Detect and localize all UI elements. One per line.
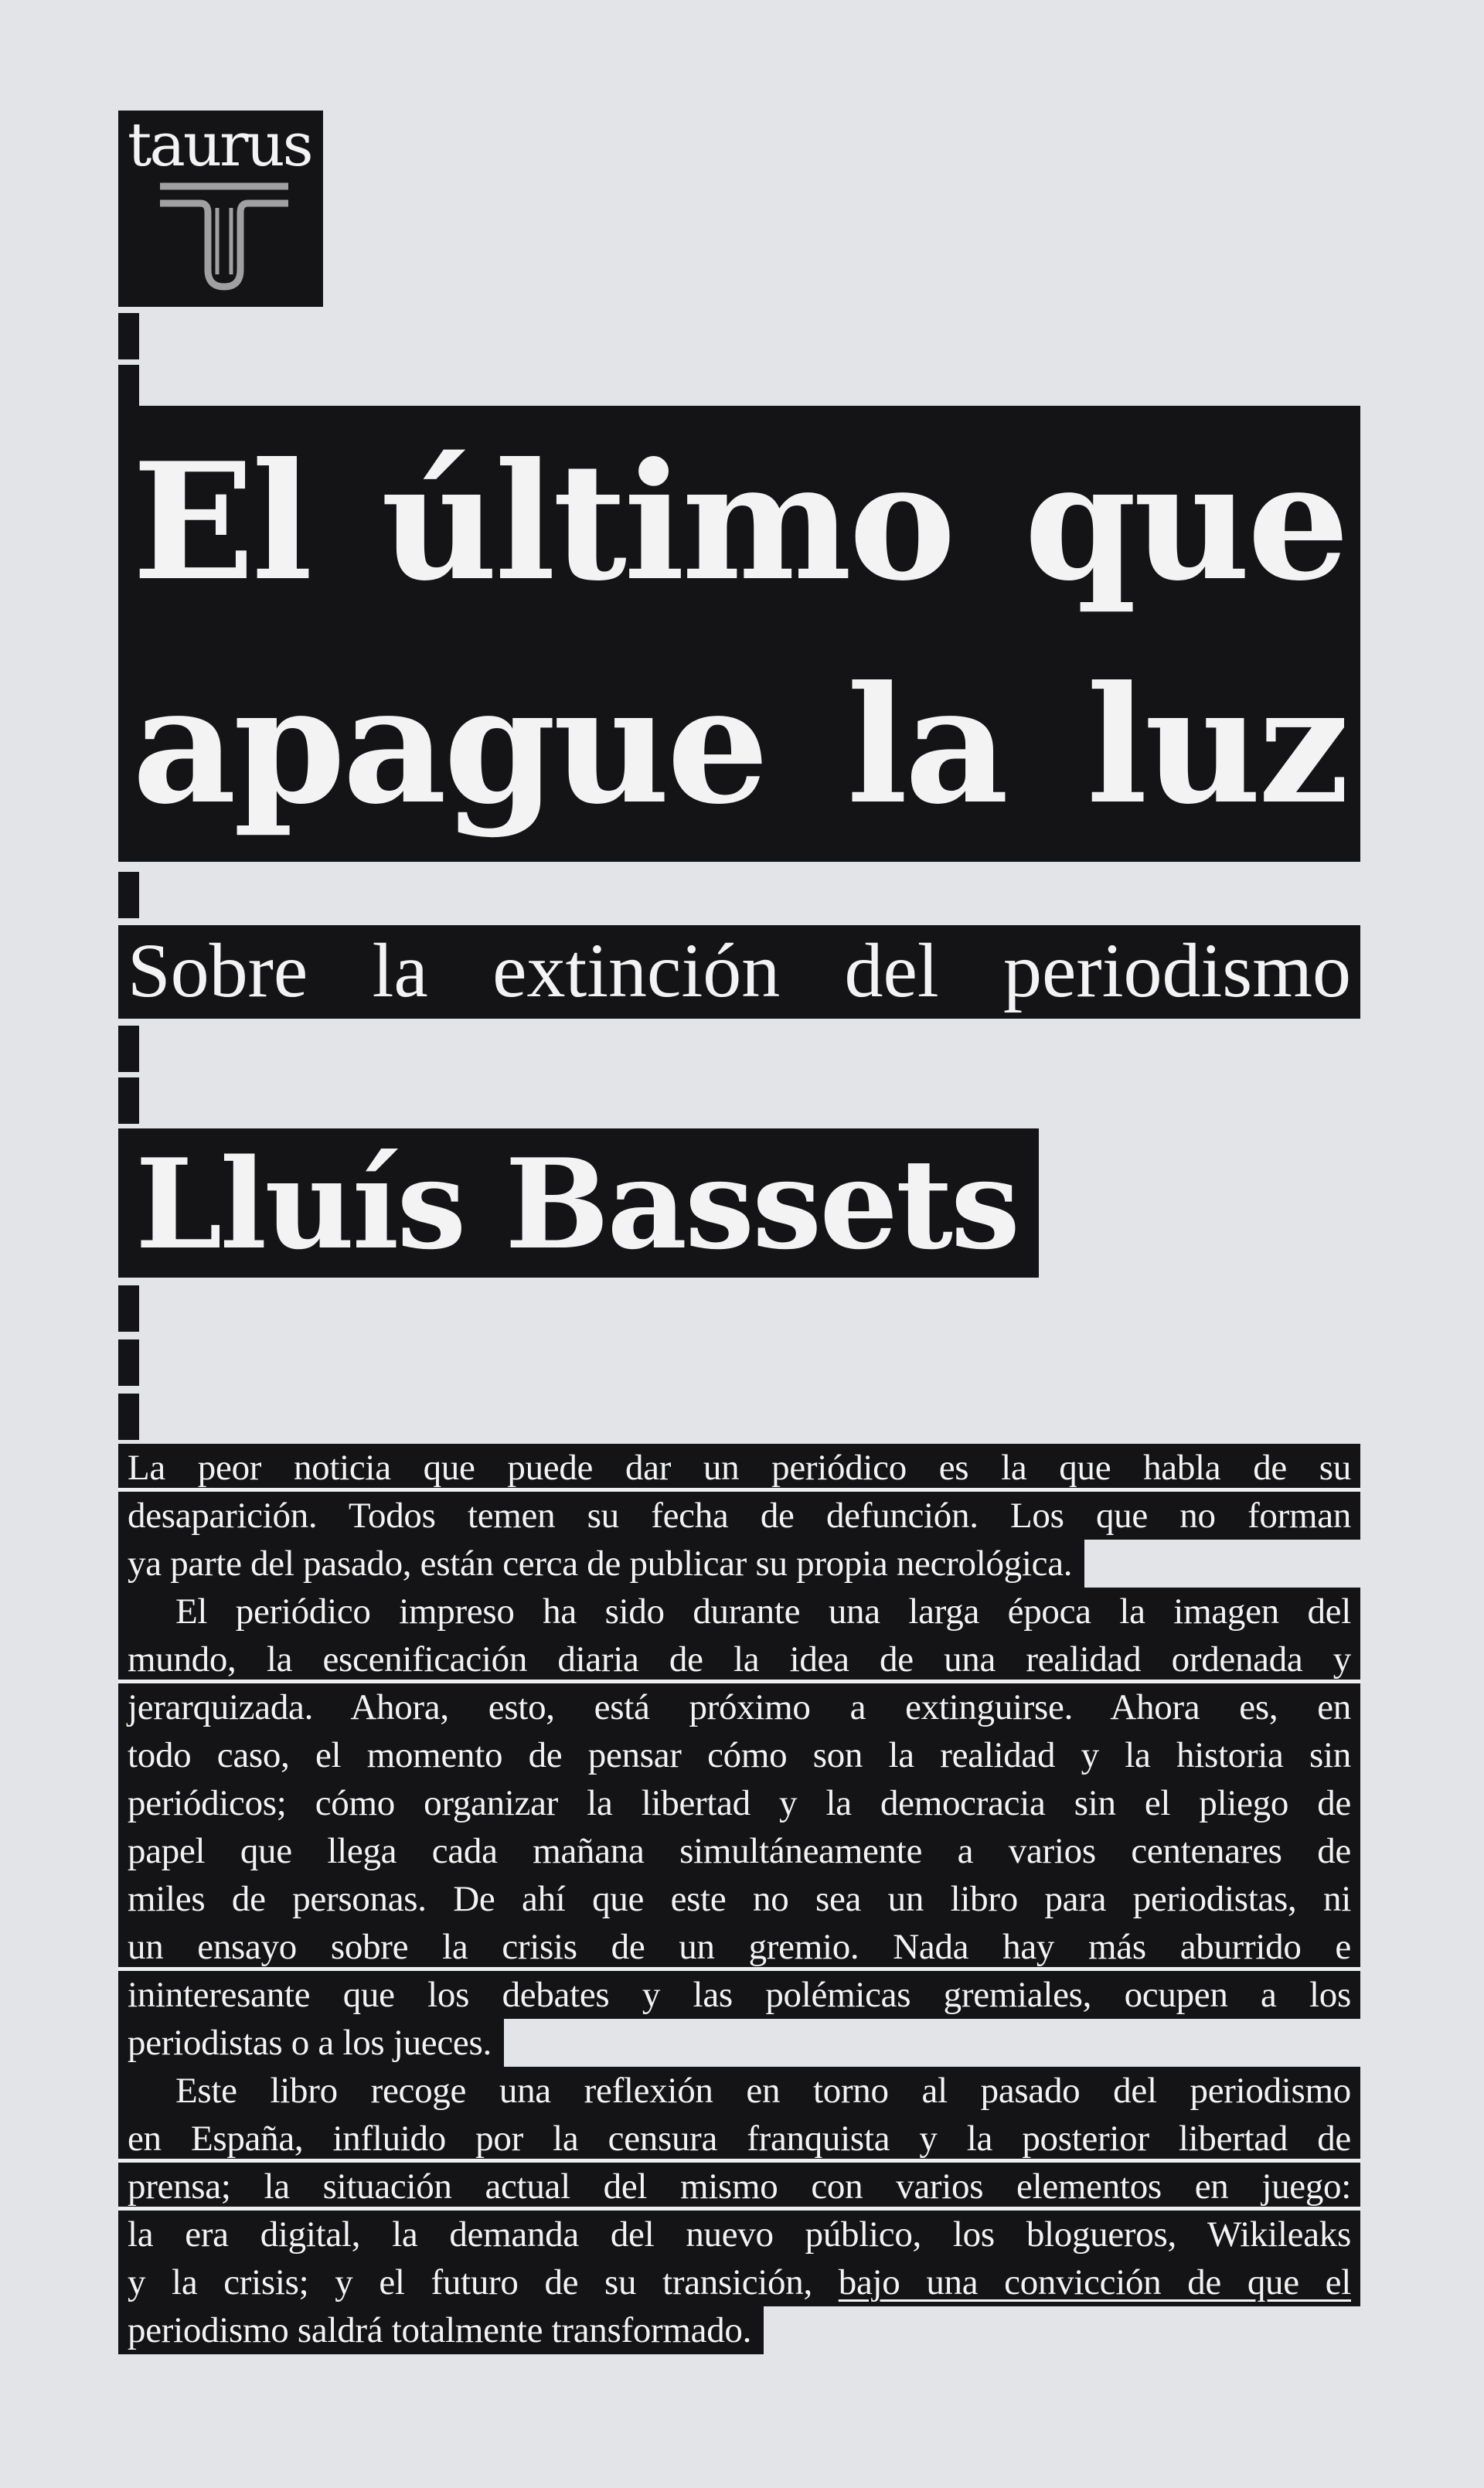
blurb-text-part: periodistas o a los jueces. xyxy=(128,2023,492,2063)
blurb-line xyxy=(118,1827,1360,1875)
blurb-text-part: en España, influido por la censura franquista y la posterior libertad de xyxy=(128,2119,1351,2159)
blurb-line xyxy=(118,1779,1360,1827)
dash-mark xyxy=(118,1394,139,1440)
subtitle: Sobre la extinción del periodismo xyxy=(128,927,1351,1013)
dash-mark xyxy=(118,313,139,359)
blurb-text-part: desaparición. Todos temen su fecha de defunción. Los que no forman xyxy=(128,1496,1351,1536)
blurb-text-part: jerarquizada. Ahora, esto, está próximo a extinguirse. Ahora es, en xyxy=(128,1687,1351,1727)
blurb-text-part: ya parte del pasado, están cerca de publicar su propia necrológica. xyxy=(128,1544,1073,1584)
title-band xyxy=(118,406,1360,862)
dash-mark xyxy=(118,1077,139,1124)
blurb-text-part: periódicos; cómo organizar la libertad y la democracia sin el pliego de xyxy=(128,1783,1351,1823)
dash-mark xyxy=(118,1339,139,1386)
blurb-text-part: ininteresante que los debates y las polémicas gremiales, ocupen a los xyxy=(128,1975,1351,2015)
title-line-2: apague la luz xyxy=(132,652,1346,840)
dash-mark xyxy=(118,872,139,918)
dash-mark xyxy=(118,1026,139,1072)
dash-mark xyxy=(118,1285,139,1332)
blurb-text-part: prensa; la situación actual del mismo con varios elementos en juego: xyxy=(128,2166,1351,2207)
blurb-line xyxy=(118,1875,1360,1923)
blurb-block xyxy=(118,1444,1360,2354)
blurb-text-part: Este libro recoge una reflexión en torno al pasado del periodismo xyxy=(175,2071,1351,2111)
blurb-line xyxy=(118,2067,1360,2115)
blurb-line xyxy=(118,1540,1084,1588)
blurb-text-part: periodismo saldrá totalmente transformado. xyxy=(128,2310,752,2350)
blurb-text-part: un ensayo sobre la crisis de un gremio. Nada hay más aburrido e xyxy=(128,1927,1351,1967)
blurb-line xyxy=(118,1923,1360,1971)
blurb-line xyxy=(118,1492,1360,1540)
blurb-text-part: mundo, la escenificación diaria de la idea de una realidad ordenada y xyxy=(128,1639,1351,1680)
blurb-text-part: la era digital, la demanda del nuevo público, los blogueros, Wikileaks xyxy=(128,2214,1351,2255)
publisher-name: taurus xyxy=(128,111,311,180)
blurb-line xyxy=(118,1731,1360,1779)
blurb-line xyxy=(118,2163,1360,2211)
blurb-line xyxy=(118,2306,764,2354)
blurb-text-part: papel que llega cada mañana simultáneamente a varios centenares de xyxy=(128,1831,1351,1871)
taurus-t-icon xyxy=(155,179,293,304)
blurb-line xyxy=(118,2211,1360,2258)
blurb-line xyxy=(118,1635,1360,1683)
blurb-line xyxy=(118,2019,504,2067)
author-band xyxy=(118,1128,1039,1278)
title-line-1: El último que xyxy=(132,428,1346,617)
blurb-text-part: La peor noticia que puede dar un periódico es la que habla de su xyxy=(128,1448,1351,1488)
blurb-text-part: y la crisis; y el futuro de su transición, xyxy=(128,2262,839,2303)
blurb-text-part: miles de personas. De ahí que este no sea un libro para periodistas, ni xyxy=(128,1879,1351,1919)
blurb-text-part: todo caso, el momento de pensar cómo son la realidad y la historia sin xyxy=(128,1735,1351,1775)
subtitle-band xyxy=(118,925,1360,1019)
blurb-line xyxy=(118,1588,1360,1635)
blurb-line xyxy=(118,2115,1360,2163)
dash-mark xyxy=(118,365,139,411)
blurb-text-part: El periódico impreso ha sido durante una larga época la imagen del xyxy=(175,1591,1351,1632)
publisher-logo xyxy=(118,111,323,307)
blurb-line xyxy=(118,1971,1360,2019)
blurb-line xyxy=(118,1683,1360,1731)
blurb-line xyxy=(118,1444,1360,1492)
author-name: Lluís Bassets xyxy=(135,1132,1019,1277)
blurb-text-part: bajo una convicción de que el xyxy=(838,2262,1351,2303)
blurb-line xyxy=(118,2258,1360,2306)
